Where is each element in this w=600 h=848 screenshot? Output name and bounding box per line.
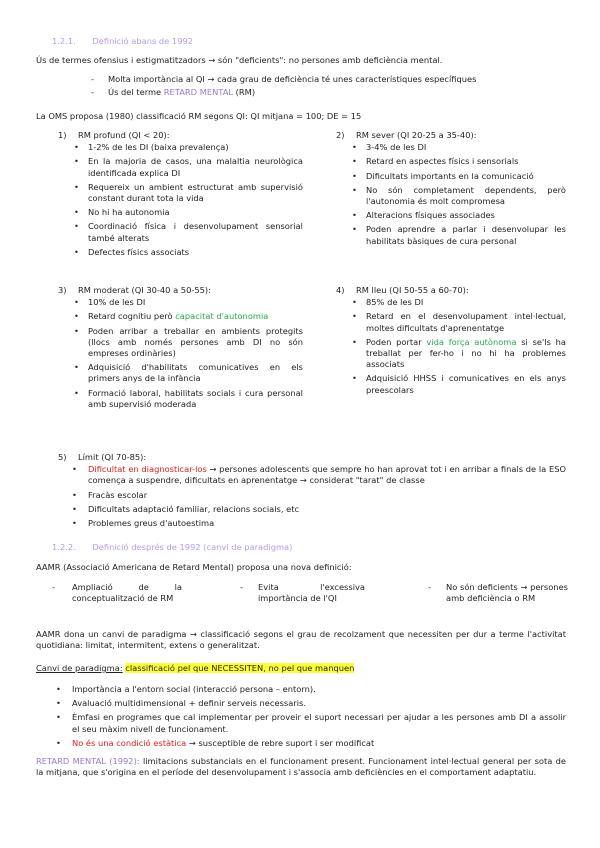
section-title: Definició després de 1992 (canvi de paradigma) bbox=[92, 542, 293, 552]
list-item: • Retard en aspectes físics i sensorials bbox=[366, 156, 566, 167]
list-item: • Dificultats adaptació familiar, relacions socials, etc bbox=[88, 504, 566, 515]
list-item: • Retard en el desenvolupament intel·lectual, moltes dificultats d'aprenentatge bbox=[366, 311, 566, 333]
list-item: • 10% de les DI bbox=[88, 297, 303, 308]
list-item: • 3-4% de les DI bbox=[366, 142, 566, 153]
list-item: • Dificultat en diagnosticar-los → persones adolescents que sempre ho han aprovat tot i en arribar a finals de la ESO comença a suspendre, dificultats en aprenentatge → considerat "tarat" de classe bbox=[88, 464, 566, 486]
rm-profund-block bbox=[58, 130, 303, 261]
list-item: - Ús del terme RETARD MENTAL (RM) bbox=[108, 87, 576, 98]
row3-item-3: - No són deficients → persones amb deficiència o RM bbox=[428, 582, 568, 604]
section-heading-122 bbox=[52, 542, 292, 553]
list-item: • Retard cognitiu però capacitat d'autonomia bbox=[88, 311, 303, 322]
list-item: • En la majoria de casos, una malaltia neurològica identificada explica DI bbox=[88, 156, 303, 178]
aamr-paradigm-text: AAMR dona un canvi de paradigma → classificació segons el grau de recolzament que necessiten per dur a terme l'activitat quotidiana: limitat, intermitent, extens o generalitzat. bbox=[36, 629, 566, 651]
section-number: 1.2.1. bbox=[52, 36, 76, 46]
section-number: 1.2.2. bbox=[52, 542, 76, 552]
section-heading-121 bbox=[52, 36, 193, 47]
list-item: - Molta importància al QI → cada grau de deficiència té unes característiques específiques bbox=[108, 74, 576, 85]
list-item: • Defectes físics associats bbox=[88, 247, 303, 258]
list-item: • Dificultats importants en la comunicació bbox=[366, 171, 566, 182]
list-item: • Importància a l'entorn social (interacció persona – entorn). bbox=[72, 684, 566, 695]
canvi-paradigma: Canvi de paradigma: classificació pel que NECESSITEN, no pel que manquen bbox=[36, 663, 355, 673]
list-item: • Formació laboral, habilitats socials i cura personal amb supervisió moderada bbox=[88, 388, 303, 410]
list-item: • No són completament dependents, però l'autonomia és molt compromesa bbox=[366, 185, 566, 207]
rm-sever-block bbox=[336, 130, 566, 250]
list-item: • Alteracions físiques associades bbox=[366, 210, 566, 221]
list-item: • No hi ha autonomia bbox=[88, 207, 303, 218]
row3-item-2: - Evita l'excessiva importància de l'QI bbox=[240, 582, 365, 604]
term-retard-mental: RETARD MENTAL bbox=[163, 87, 234, 98]
dash-list-1 bbox=[36, 74, 576, 100]
rm-sever-title: 2) RM sever (QI 20-25 a 35-40): bbox=[336, 130, 477, 140]
row3-item-1: - Ampliació de la conceptualització de RM bbox=[52, 582, 182, 604]
list-item: • Èmfasi en programes que cal implementar per proveir el suport necessari per ajudar a les persones amb DI a assolir el seu màxim nivell de funcionament. bbox=[72, 712, 566, 734]
rm-profund-title: 1) RM profund (QI < 20): bbox=[58, 130, 170, 140]
list-item: • Avaluació multidimensional + definir serveis necessaris. bbox=[72, 698, 566, 709]
section-title: Definició abans de 1992 bbox=[92, 36, 194, 46]
list-item: • Poden arribar a treballar en ambients protegits (llocs amb només persones amb DI no són empreses ordinàries) bbox=[88, 326, 303, 360]
list-item: • Problemes greus d'autoestima bbox=[88, 518, 566, 529]
paradigm-list bbox=[36, 684, 566, 752]
aamr-intro: AAMR (Associació Americana de Retard Mental) proposa una nova definició: bbox=[36, 562, 352, 572]
list-item: • 85% de les DI bbox=[366, 297, 566, 308]
list-item: • No és una condició estàtica → susceptible de rebre suport i ser modificat bbox=[72, 738, 566, 749]
rm-lleu-block bbox=[336, 285, 566, 399]
rm-moderat-title: 3) RM moderat (QI 30-40 a 50-55): bbox=[58, 285, 211, 295]
list-item: • Requereix un ambient estructurat amb supervisió constant durant tota la vida bbox=[88, 182, 303, 204]
list-item: • 1-2% de les DI (baixa prevalença) bbox=[88, 142, 303, 153]
list-item: • Fracàs escolar bbox=[88, 490, 566, 501]
list-item: • Poden portar vida força autònoma si se'ls ha treballat per fer-ho i no hi ha problemes associats bbox=[366, 337, 566, 371]
rm-lleu-title: 4) RM lleu (QI 50-55 a 60-70): bbox=[336, 285, 469, 295]
limit-title: 5) Límit (QI 70-85): bbox=[58, 452, 147, 462]
intro-text: Ús de termes ofensius i estigmatitzadors → són "deficients": no persones amb deficiència mental. bbox=[36, 55, 443, 65]
rm-moderat-block bbox=[58, 285, 303, 413]
list-item: • Coordinació física i desenvolupament sensorial també alterats bbox=[88, 221, 303, 243]
oms-text: La OMS proposa (1980) classificació RM segons QI: QI mitjana = 100; DE = 15 bbox=[36, 111, 362, 121]
list-item: • Poden aprendre a parlar i desenvolupar les habilitats bàsiques de cura personal bbox=[366, 224, 566, 246]
final-definition: RETARD MENTAL (1992): limitacions substancials en el funcionament present. Funcionament intel·lectual general per sota de la mitjana, que s'origina en el període del desenvolupament i s'associa amb deficiències en el comportament adaptatiu. bbox=[36, 756, 567, 778]
limit-block bbox=[58, 452, 566, 532]
list-item: • Adquisició d'habilitats comunicatives en els primers anys de la infància bbox=[88, 362, 303, 384]
list-item: • Adquisició HHSS i comunicatives en els anys preescolars bbox=[366, 373, 566, 395]
